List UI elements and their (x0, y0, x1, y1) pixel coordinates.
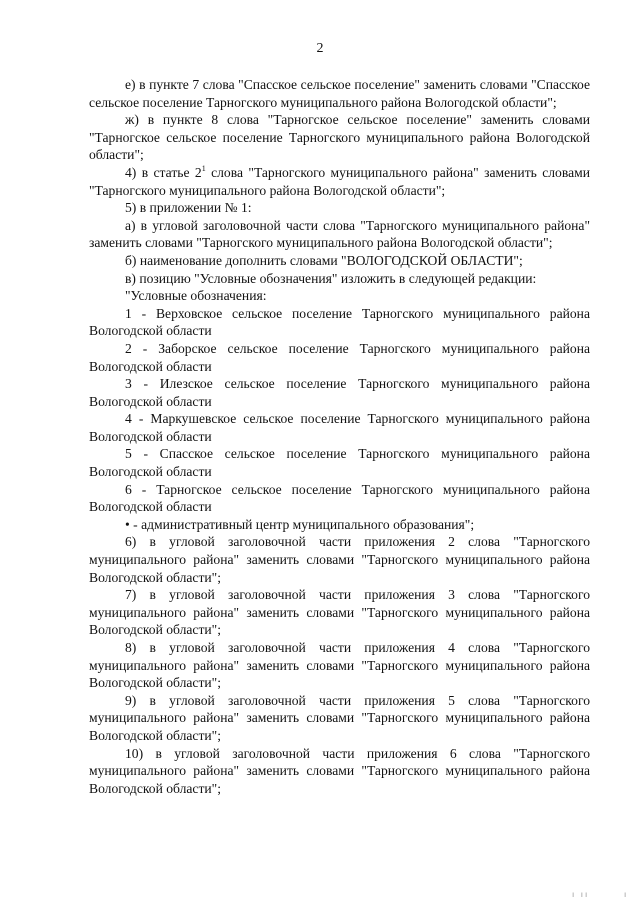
document-body (89, 76, 590, 797)
paragraph-item-6: 6) в угловой заголовочной части приложения 2 слова "Тарногского муниципального района" заменить словами "Тарногского муниципального района Вологодской области"; (89, 534, 590, 585)
scan-mark-left: ı ıı (572, 890, 590, 899)
paragraph-item-v: в) позицию "Условные обозначения" изложить в следующей редакции: (125, 270, 537, 286)
legend-item-1: 1 - Верховское сельское поселение Тарногского муниципального района Вологодской области (89, 305, 590, 339)
legend-item-6: 6 - Тарногское сельское поселение Тарногского муниципального района Вологодской области (89, 481, 590, 515)
legend-item-center: • - административный центр муниципального образования"; (125, 516, 475, 532)
paragraph-item-4-end: слова "Тарногского муниципального района" заменить словами "Тарногского муниципального района Вологодской области"; (89, 164, 590, 198)
paragraph-item-b: б) наименование дополнить словами "ВОЛОГОДСКОЙ ОБЛАСТИ"; (125, 252, 523, 268)
paragraph-item-5: 5) в приложении № 1: (125, 200, 252, 216)
legend-item-2: 2 - Заборское сельское поселение Тарногского муниципального района Вологодской области (89, 340, 590, 374)
paragraph-item-e: е) в пункте 7 слова "Спасское сельское поселение" заменить словами "Спасское сельское поселение Тарногского муниципального района Вологодской области"; (89, 77, 590, 110)
article-superscript: 1 (201, 163, 206, 173)
scan-mark-right: ı (624, 890, 629, 899)
paragraph-item-9: 9) в угловой заголовочной части приложения 5 слова "Тарногского муниципального района" заменить словами "Тарногского муниципального района Вологодской области"; (89, 692, 590, 743)
paragraph-item-a: а) в угловой заголовочной части слова "Тарногского муниципального района" заменить словами "Тарногского муниципального района Вологодской области"; (89, 217, 590, 251)
paragraph-item-4-start: 4) в статье 2 (125, 164, 202, 180)
paragraph-item-7: 7) в угловой заголовочной части приложения 3 слова "Тарногского муниципального района" заменить словами "Тарногского муниципального района Вологодской области"; (89, 587, 590, 638)
legend-item-3: 3 - Илезское сельское поселение Тарногского муниципального района Вологодской области (89, 376, 590, 409)
paragraph-item-8: 8) в угловой заголовочной части приложения 4 слова "Тарногского муниципального района" заменить словами "Тарногского муниципального района Вологодской области"; (89, 640, 590, 691)
paragraph-item-4 (89, 164, 590, 199)
legend-item-4: 4 - Маркушевское сельское поселение Тарногского муниципального района Вологодской области (89, 411, 590, 444)
paragraph-item-10: 10) в угловой заголовочной части приложения 6 слова "Тарногского муниципального района" заменить словами "Тарногского муниципального района Вологодской области"; (89, 745, 590, 796)
legend-item-5: 5 - Спасское сельское поселение Тарногского муниципального района Вологодской области (89, 446, 590, 480)
page-number: 2 (316, 41, 324, 56)
paragraph-item-zh: ж) в пункте 8 слова "Тарногское сельское поселение" заменить словами "Тарногское сельское поселение Тарногского муниципального района Вологодской области"; (89, 112, 590, 163)
legend-heading: "Условные обозначения: (125, 288, 267, 304)
